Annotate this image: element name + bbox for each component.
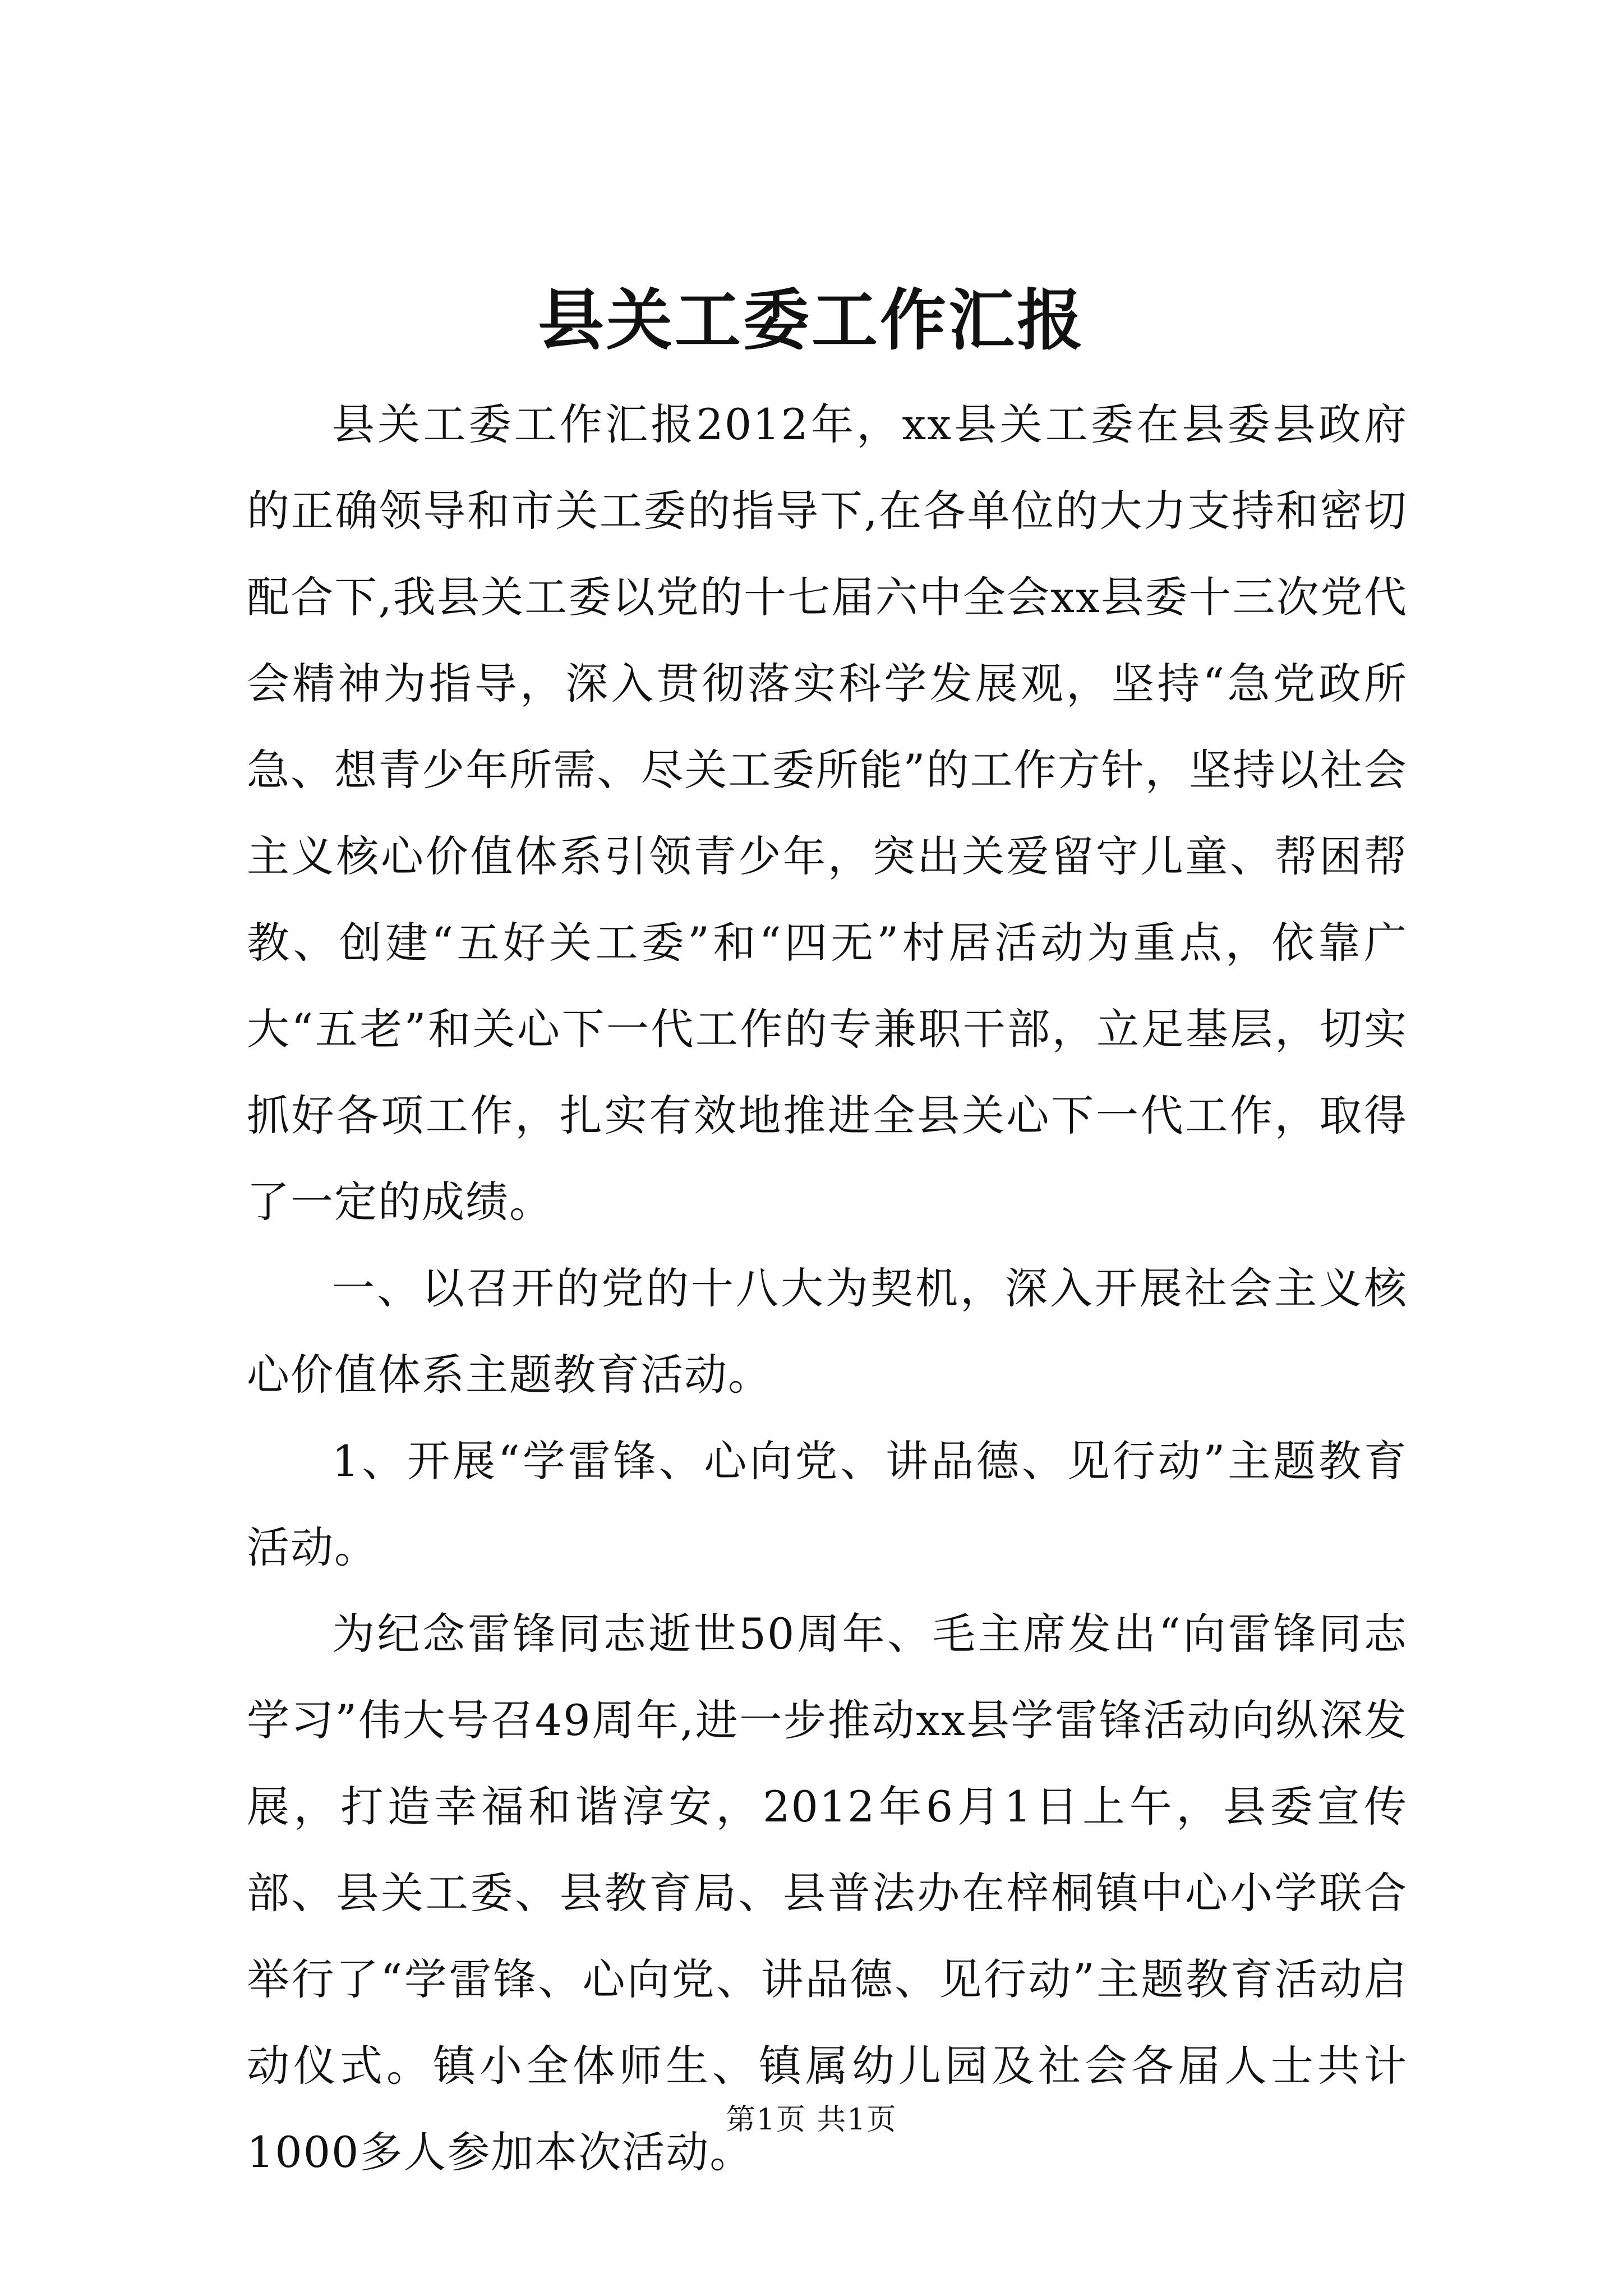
page-footer: 第1页 共1页 (726, 2103, 897, 2137)
paragraph-activity: 为纪念雷锋同志逝世50周年、毛主席发出“向雷锋同志学习”伟大号召49周年,进一步推动xx县学雷锋活动向纵深发展，打造幸福和谐淳安，2012年6月1日上午，县委宣传部、县关工委、县教育局、县普法办在梓桐镇中心小学联合举行了“学雷锋、心向党、讲品德、见行动”主题教育活动启动仪式。镇小全体师生、镇属幼儿园及社会各届人士共计1000多人参加本次活动。 (247, 1609, 1408, 2177)
document-body (247, 381, 1408, 2196)
document-title: 县关工委工作汇报 (537, 281, 1085, 359)
paragraph-section-heading: 一、以召开的党的十八大为契机，深入开展社会主义核心价值体系主题教育活动。 (247, 1263, 1408, 1400)
paragraph-subsection-heading: 1、开展“学雷锋、心向党、讲品德、见行动”主题教育活动。 (247, 1436, 1408, 1572)
paragraph-intro: 县关工委工作汇报2012年，xx县关工委在县委县政府的正确领导和市关工委的指导下,在各单位的大力支持和密切配合下,我县关工委以党的十七届六中全会xx县委十三次党代会精神为指导，深入贯彻落实科学发展观，坚持“急党政所急、想青少年所需、尽关工委所能”的工作方针，坚持以社会主义核心价值体系引领青少年，突出关爱留守儿童、帮困帮教、创建“五好关工委”和“四无”村居活动为重点，依靠广大“五老”和关心下一代工作的专兼职干部，立足基层，切实抓好各项工作，扎实有效地推进全县关心下一代工作，取得了一定的成绩。 (247, 399, 1408, 1227)
